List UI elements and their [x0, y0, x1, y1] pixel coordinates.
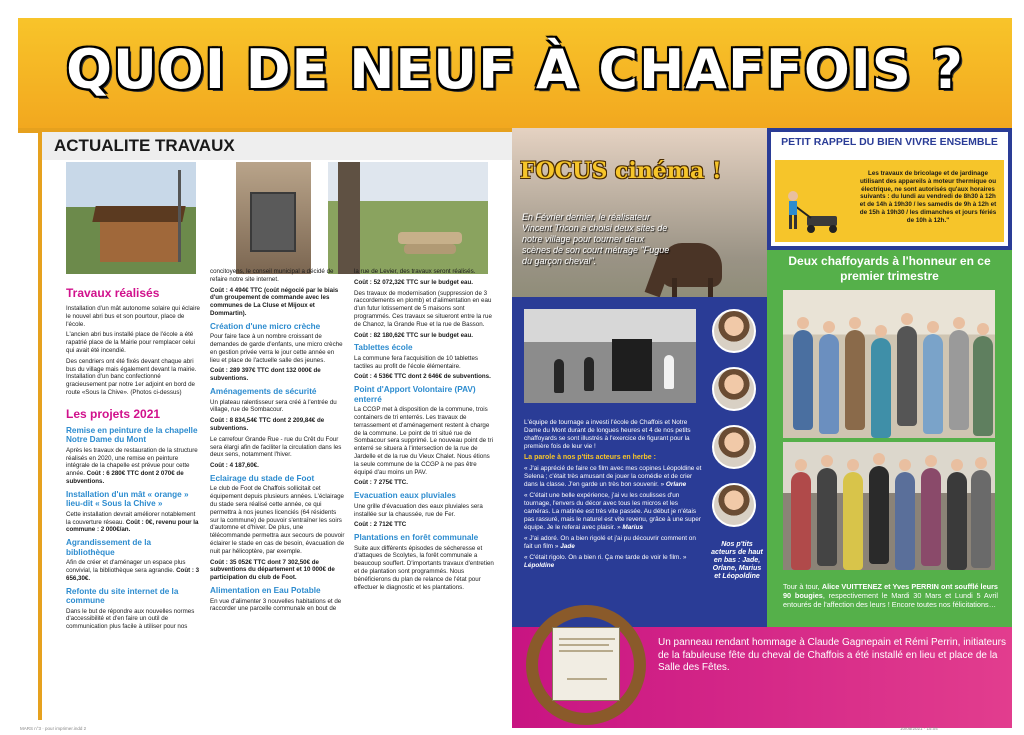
rappel-text: Les travaux de bricolage et de jardinage utilisant des appareils à moteur thermique ou électrique, ne sont autorisés qu'aux horaires suivants : du lundi au vendredi de 8h30 à 12h et de 14h à 19h30 / les samedis de 9h à 12h et de 15h à 19h30 / les dimanches et jours fériés de 10h à 12h." — [859, 170, 997, 224]
photo-person — [947, 472, 967, 570]
parole-heading: La parole à nos p'tits acteurs en herbe : — [524, 454, 656, 461]
paragraph: Installation d'un mât autonome solaire qui éclaire le nouvel abri bus et son pourtour, place de l'école. — [66, 305, 200, 328]
print-footer-left: MARS n°3 · pour imprimer.indd 2 — [20, 726, 87, 731]
photo-person — [971, 470, 991, 568]
photo-door — [612, 339, 652, 391]
subheading: Création d'une micro crèche — [210, 321, 321, 331]
honneur-panel — [767, 250, 1012, 645]
cost: Coût : 6 280€ TTC dont 2 070€ de subventions. — [66, 470, 184, 485]
abri-wall — [100, 222, 180, 262]
photo-person — [871, 338, 891, 438]
photo-person — [793, 330, 813, 430]
focus-title: FOCUS cinéma ! — [520, 158, 722, 184]
section-header-label: ACTUALITE TRAVAUX — [54, 136, 235, 155]
rappel-panel — [767, 128, 1012, 250]
photo-person — [897, 326, 917, 426]
paragraph: concitoyens, le conseil municipal a décidé de refaire notre site internet. — [210, 268, 334, 283]
print-footer-right: 10/05/2021 · 15:04 — [900, 726, 938, 731]
cost: Coût : 289 397€ TTC dont 132 000€ de subventions. — [210, 367, 321, 383]
lawn-mower-icon — [785, 190, 841, 234]
paragraph — [66, 447, 201, 486]
photo-person — [554, 359, 564, 393]
paragraph: La CCGP met à disposition de la commune, trois containers de tri enterrés. Les travaux de terrassement et d'aménagement restent à charge de la commune. Le point de tri situé rue de Sombacour sera supprimé. Le nouveau point de tri enterré se situera à l'intersection de la rue de Jardelle et de la rue du Vieux Chalet. Nous étions la seule commune de la CCGP à ne pas être équipé d'au moins un PAV. — [354, 406, 493, 476]
plaque-line — [559, 650, 613, 652]
paragraph — [66, 559, 201, 582]
commemorative-plaque — [552, 627, 620, 701]
paragraph — [66, 511, 201, 534]
column-2 — [210, 268, 345, 616]
travaux-section — [18, 128, 512, 728]
subheading: Aménagements de sécurité — [210, 387, 317, 397]
banc-photo — [328, 162, 488, 274]
family-photo-2 — [783, 442, 995, 570]
quote — [524, 535, 702, 551]
tournage-text — [524, 419, 702, 573]
cost: Coût : 2 712€ TTC — [354, 521, 407, 529]
column-1 — [66, 286, 201, 634]
cost: Coût : 8 834,54€ TTC dont 2 209,84€ de subventions. — [210, 417, 325, 432]
text: Afin de créer et d'aménager un espace plus convivial, la bibliothèque sera agrandie. — [66, 559, 186, 574]
paragraph: Le club de Foot de Chaffois sollicitait cet équipement depuis plusieurs années. L'éclairage du stade sera réalisé cette année, ce qui permettra à nos jeunes licenciés (64 résidents sur la commune) de pouvoir s'entraîner les soirs d'automne et d'hiver. De plus, une télécommande permettra aux secours de pouvoir éclairer le stade en cas de besoin, évacuation de nuit par hélicoptère, par exemple. — [210, 485, 345, 555]
cost: Coût : 82 180,62€ TTC sur le budget eau. — [354, 331, 473, 339]
photo-person — [973, 336, 993, 436]
section-header — [38, 132, 512, 160]
photo-person — [843, 472, 863, 570]
photo-person — [817, 468, 837, 566]
quote — [524, 492, 702, 532]
paragraph: Pour faire face à un nombre croissant de demandes de garde d'enfants, une micro crèche en gestion privée verra le jour cette année en lieu et place de l'actuelle salle des jeunes. — [210, 333, 343, 364]
hommage-text: Un panneau rendant hommage à Claude Gagnepain et Rémi Perrin, initiateurs de la fabuleuse fête du cheval de Chaffois a été installé en lieu et place de la Salle des Fêtes. — [658, 637, 1006, 673]
plaque-line — [559, 644, 609, 646]
paragraph: L'ancien abri bus installé place de l'école a été rapatrié place de la Mairie pour remplacer celui qui avait été incendié. — [66, 331, 195, 354]
paragraph: En vue d'alimenter 3 nouvelles habitations et de raccorder une parcelle communale en bout de — [210, 597, 342, 613]
honneur-title: Deux chaffoyards à l'honneur en ce premier trimestre — [788, 254, 991, 283]
subheading: Agrandissement de la bibliothèque — [66, 538, 152, 557]
rappel-title: PETIT RAPPEL DU BIEN VIVRE ENSEMBLE — [781, 136, 998, 148]
subheading: Point d'Apport Volontaire (PAV) enterré — [354, 385, 476, 404]
paragraph: Des cendriers ont été fixés devant chaque abri bus du village mais également devant la mairie. Installation d'un banc confectionné gracieusement par notre 1er adjoint en bord de route «Sous la Chive». (Photos ci-dessus) — [66, 357, 197, 396]
paragraph: Un plateau ralentisseur sera créé à l'entrée du village, rue de Sombacour. — [210, 398, 337, 414]
plaque-line — [567, 678, 607, 680]
cost: Coût : 7 275€ TTC. — [354, 479, 408, 487]
family-photo-1 — [783, 290, 995, 438]
focus-intro: En Février dernier, le réalisateur Vincent Tricon a choisi deux sites de notre village pour tourner deux scènes de son court métrage "Fugue du garçon cheval". — [522, 212, 670, 266]
cost: Coût : 4 536€ TTC dont 2 646€ de subventions. — [354, 373, 491, 381]
paragraph: Le carrefour Grande Rue - rue du Crêt du Four sera élargi afin de faciliter la circulation dans les deux sens, notamment l'hiver. — [210, 435, 342, 459]
cost: Coût : 3 656,30€. — [66, 566, 200, 582]
quote — [524, 465, 702, 489]
hommage-panel — [512, 627, 1012, 728]
quote-text: « C'était une belle expérience, j'ai vu les coulisses d'un tournage, l'envers du décor avec tous les micros et les caméras. La matinée est très vite passée. Au début je n'étais pas rassuré, mais le naturel est vite revenu, grâce à une super équipe. Je le referai avec plaisir. » — [524, 492, 701, 531]
cost: Coût : 0€, revenu pour la commune : 2 000€/an. — [66, 518, 199, 534]
paragraph: Suite aux différents épisodes de sécheresse et d'attaques de Scolytes, la forêt communale a beaucoup souffert. D'importants travaux d'entretien et de plantation sont programmés. Nous bénéficierons du plan de relance de l'état pour effectuer le diagnostic et les plantations. — [354, 544, 494, 591]
travaux-title: Travaux réalisés — [66, 286, 160, 300]
honneur-text — [783, 582, 998, 609]
portrait-leopoldine — [712, 483, 756, 527]
paragraph: Une grille d'évacuation des eaux pluviales sera installée sur la chaussée, rue de Fer. — [354, 502, 483, 518]
text: Après les travaux de restauration de la structure réalisés en 2020, une remise en peinture intégrale de la chapelle est prévue pour cette année. — [66, 446, 198, 478]
paragraph: L'équipe de tournage a investi l'école de Chaffois et Notre Dame du Mont durant de longues heures et 4 de nos petits chaffoyards se sont illustrés à l'exercice de figurant pour la première fois de leur vie ! — [524, 419, 691, 450]
honneur-names: Alice VUITTENEZ et Yves PERRIN ont soufflé leurs 90 bougies — [783, 582, 998, 600]
subheading: Evacuation eaux pluviales — [354, 491, 456, 501]
title-banner — [18, 18, 1012, 128]
cost: Coût : 4 494€ TTC (coût négocié par le biais d'un groupement de commande avec les communes de La Cluse et Mijoux et Dommartin). — [210, 286, 339, 317]
page-title: QUOI DE NEUF À CHAFFOIS ? — [66, 38, 964, 101]
paragraph: la rue de Levier, des travaux seront réalisés. — [354, 268, 476, 275]
subheading: Refonte du site internet de la commune — [66, 586, 179, 606]
quote-author: Jade — [560, 543, 575, 550]
quote — [524, 554, 702, 570]
cendrier-box — [250, 192, 296, 252]
photo-person — [921, 468, 941, 566]
portrait-orlane — [712, 367, 756, 411]
paragraph: Dans le but de répondre aux nouvelles normes d'accessibilité et d'en faire un outil de communication plus facile à utiliser pour nos — [66, 607, 195, 631]
section-side-rule — [38, 160, 42, 720]
tournage-photo — [524, 309, 696, 403]
text: Tour à tour, — [783, 582, 822, 591]
cendrier-photo — [236, 162, 311, 274]
paragraph: La commune fera l'acquisition de 10 tablettes tactiles au profit de l'école élémentaire. — [354, 354, 478, 370]
cost: Coût : 52 072,32€ TTC sur le budget eau. — [354, 278, 473, 286]
text: Cette installation devrait améliorer notablement la couverture réseau. — [66, 510, 196, 526]
subheading: Plantations en forêt communale — [354, 533, 479, 543]
photo-person — [949, 330, 969, 430]
quote-text: « C'était rigolo. On a bien ri. Ça me tarde de voir le film. » — [524, 554, 687, 561]
quote-text: « J'ai adoré. On a bien rigolé et j'ai pu découvrir comment on fait un film » — [524, 535, 696, 550]
portrait-jade — [712, 309, 756, 353]
photo-person — [869, 466, 889, 564]
quote-author: Marius — [622, 524, 644, 531]
subheading: Installation d'un mât « orange » lieu-dit « Sous la Chive » — [66, 489, 189, 509]
abri-bus-photo — [66, 162, 196, 274]
quote-author: Orlane — [665, 481, 687, 488]
cost: Coût : 35 052€ TTC dont 7 302,50€ de subventions du département et 10 000€ de participation du club de Foot. — [210, 558, 335, 582]
plaque-line — [559, 638, 615, 640]
paragraph: Des travaux de modernisation (suppression de 3 raccordements en plomb) et d'alimentation en eau d'un futur lotissement de 5 maisons sont programmés. Ces travaux se situeront entre la rue de Chanoz, la Grande Rue et la rue de Basson. — [354, 289, 492, 328]
text: , respectivement le Mardi 30 Mars et Lundi 5 Avril entourés de l'affection des leurs ! Encore toutes nos félicitations… — [783, 591, 998, 609]
bench-base — [404, 244, 456, 254]
subheading: Tablettes école — [354, 343, 413, 353]
photo-person — [895, 472, 915, 570]
cost: Coût : 4 187,60€. — [210, 462, 259, 470]
column-3 — [354, 268, 494, 594]
photo-person — [664, 355, 674, 389]
photo-person — [584, 357, 594, 391]
photo-person — [819, 334, 839, 434]
tournage-panel — [512, 297, 767, 627]
quote-text: « J'ai apprécié de faire ce film avec mes copines Léopoldine et Selena ; c'était très amusant de jouer la comédie et de crier dans la classe. J'en garde un très bon souvenir. » — [524, 465, 702, 488]
quote-author: Lépoldine — [524, 562, 555, 569]
subheading: Eclairage du stade de Foot — [210, 473, 315, 483]
portrait-marius — [712, 425, 756, 469]
abri-roof — [92, 206, 185, 222]
tree-trunk — [338, 162, 360, 274]
photo-person — [923, 334, 943, 434]
solar-mast — [178, 170, 181, 262]
bench-seat — [398, 232, 462, 244]
photo-person — [845, 330, 865, 430]
subheading: Alimentation en Eau Potable — [210, 586, 321, 595]
portraits-caption: Nos p'tits acteurs de haut en bas : Jade, Orlane, Marius et Léopoldine — [711, 541, 763, 580]
projets-title: Les projets 2021 — [66, 406, 161, 421]
subheading: Remise en peinture de la chapelle Notre Dame du Mont — [66, 425, 198, 445]
photo-person — [791, 472, 811, 570]
